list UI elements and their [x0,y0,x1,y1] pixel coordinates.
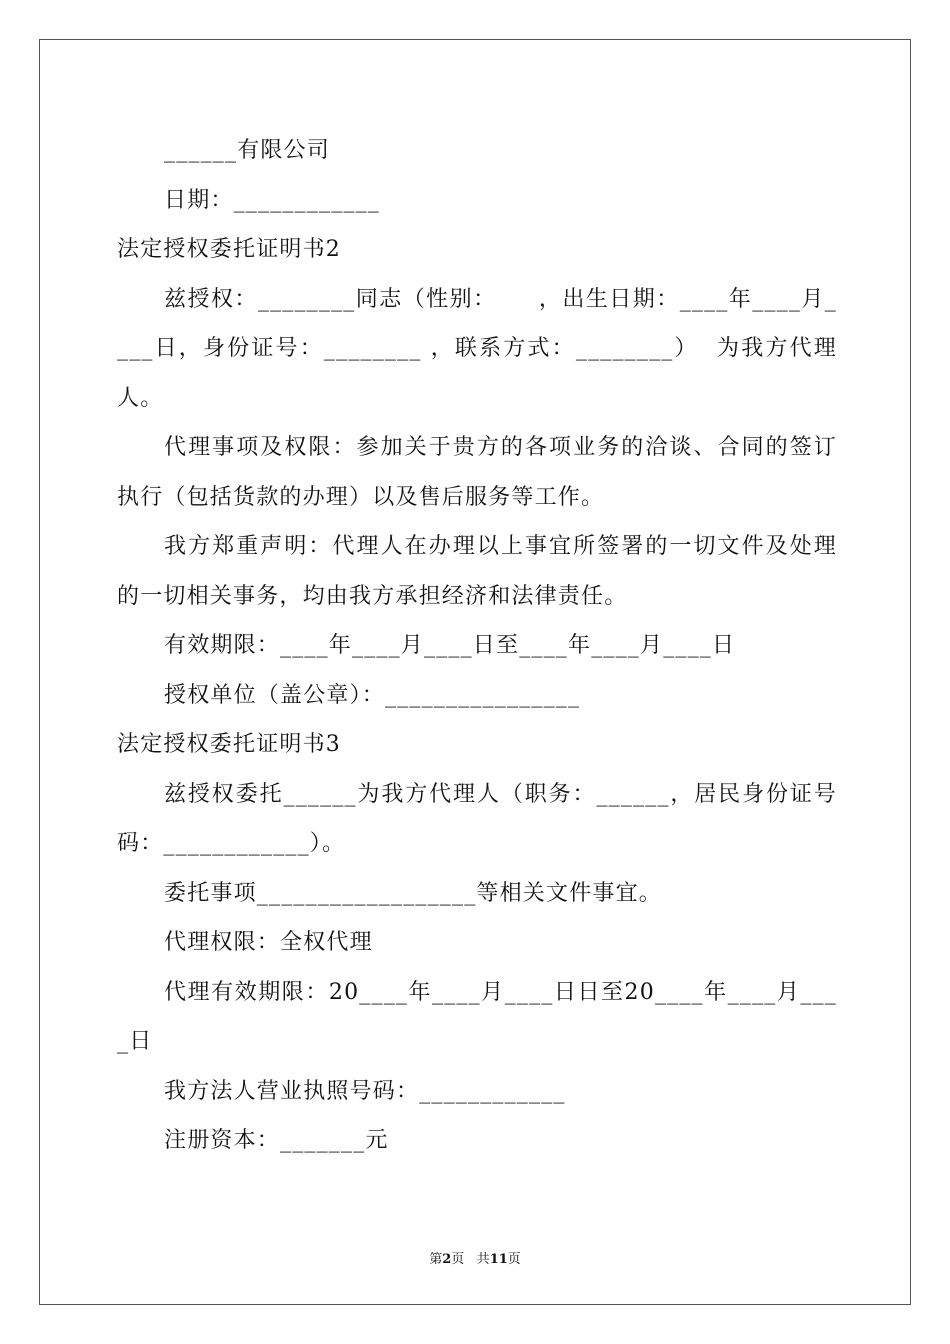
current-page-number: 2 [442,1252,452,1267]
scope-line-2: 执行（包括货款的办理）以及售后服务等工作。 [117,484,605,510]
date-line: 日期：____________ [164,187,381,213]
declaration-line-1: 我方郑重声明：代理人在办理以上事宜所签署的一切文件及处理 [164,534,837,559]
agency-authority-line: 代理权限：全权代理 [164,930,373,955]
business-license-line: 我方法人营业执照号码：____________ [164,1078,566,1104]
page-prefix: 第 [429,1252,443,1267]
page-footer [0,1248,950,1267]
scope-line-1: 代理事项及权限：参加关于贵方的各项业务的洽谈、合同的签订 [164,435,837,460]
registered-capital-line: 注册资本：_______元 [164,1128,389,1153]
total-page-number: 11 [489,1252,508,1267]
delegation-line-2: 码：____________）。 [117,831,346,856]
authorizing-unit-line: 授权单位（盖公章）：________________ [164,682,581,708]
authorization-line-3: 人。 [117,385,164,411]
authorization-line-2: ___日，身份证号：________ ，联系方式：________） 为我方代理 [117,336,837,361]
declaration-line-2: 的一切相关事务，均由我方承担经济和法律责任。 [117,583,628,609]
section-heading-2: 法定授权委托证明书2 [117,237,341,262]
delegation-line-1: 兹授权委托______为我方代理人（职务：______，居民身份证号 [164,781,837,807]
agency-period-line-2: _日 [117,1029,153,1054]
authorization-line-1: 兹授权：________同志（性别： ，出生日期：____年____月_ [164,286,837,312]
document-body [117,126,837,1166]
total-suffix: 页 [507,1252,521,1267]
validity-line: 有效期限：____年____月____日至____年____月____日 [164,633,736,658]
company-name-line: ______有限公司 [164,138,331,163]
total-prefix: 共 [476,1252,490,1267]
agency-period-line-1: 代理有效期限：20____年____月____日日至20____年____月___ [164,979,837,1005]
section-heading-3: 法定授权委托证明书3 [117,732,341,757]
page-suffix: 页 [451,1252,465,1267]
entrusted-matters-line: 委托事项__________________等相关文件事宜。 [164,880,663,906]
